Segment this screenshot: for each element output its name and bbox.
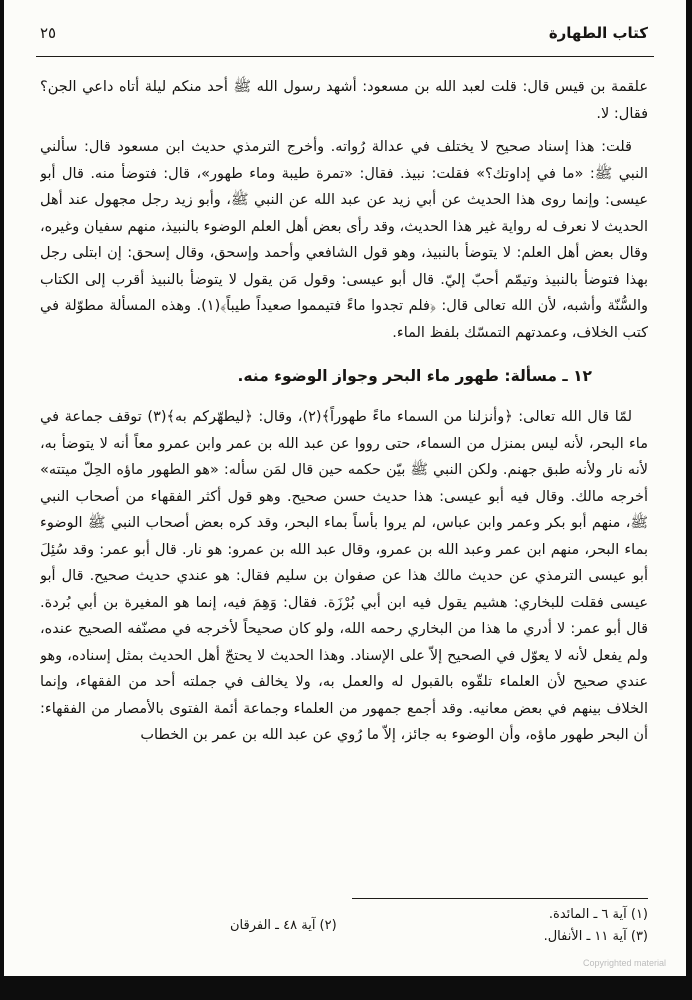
- paragraph: علقمة بن قيس قال: قلت لعبد الله بن مسعود: أشهد رسول الله ﷺ أحد منكم ليلة أتاه داعي الجن؟ فقال: لا.: [40, 79, 648, 122]
- body-text: [40, 74, 648, 886]
- scan-edge-left: [0, 0, 4, 1000]
- running-header: [40, 24, 648, 48]
- header-rule: [36, 56, 654, 57]
- scan-edge-bottom: [0, 976, 692, 1000]
- book-title: كتاب الطهارة: [548, 24, 648, 42]
- section-heading: ١٢ ـ مسألة: طهور ماء البحر وجواز الوضوء منه.: [237, 367, 592, 385]
- footnote-separator: [352, 898, 648, 899]
- footnotes: [38, 898, 648, 958]
- scan-edge-right: [686, 0, 692, 1000]
- page-number: ٢٥: [40, 24, 57, 42]
- footnote-column-left: [230, 915, 337, 937]
- footnote: (٣) آية ١١ ـ الأنفال.: [543, 929, 648, 944]
- copyright-watermark: Copyrighted material: [582, 958, 666, 968]
- paragraph: قلت: هذا إسناد صحيح لا يختلف في عدالة رُواته. وأخرج الترمذي حديث ابن مسعود قال: سألني النبي ﷺ: «ما في إداوتك؟» فقلت: نبيذ. فقال: «تمرة طيبة وماء طهور»، قال: فتوضأ منه. قال أبو عيسى: وإنما روى هذا الحديث عن أبي زيد عن عبد الله عن النبي ﷺ، وأبو زيد رجل مجهول عند أهل الحديث لا نعرف له رواية غير هذا الحديث، وقد رأى بعض أهل العلم الوضوء بالنبيذ، منهم سفيان وغيره، وقال بعض أهل العلم: لا يتوضأ بالنبيذ، وهو قول الشافعي وأحمد وإسحق، وقال إسحق: إن ابتلى رجل بهذا فتوضأ بالنبيذ وتيمّم أحبّ إليّ. قال أبو عيسى: وقول مَن يقول لا يتوضأ بالنبيذ أقرب إلى الكتاب والسُّنّة وأشبه، لأن الله تعالى قال: ﴿فلم تجدوا ماءً فتيمموا صعيداً طيباً﴾(١). وهذه المسألة مطوّلة في كتب الخلاف، وعمدتهم التمسّك بلفظ الماء.: [40, 139, 648, 341]
- paragraph: لمّا قال الله تعالى: ﴿وأنزلنا من السماء ماءً طهوراً﴾(٢)، وقال: ﴿ليطهّركم به﴾(٣) توقف جماعة في ماء البحر، لأنه ليس بمنزل من السماء، حتى رووا عن عبد الله بن عمر وابن عمرو معاً أنه لا يتوضأ به، لأنه نار ولأنه طبق جهنم. ولكن النبي ﷺ بيّن حكمه حين قال لمَن سأله: «هو الطهور ماؤه الحِلّ ميتته» أخرجه مالك. وقال فيه أبو عيسى: هذا حديث حسن صحيح. وهو قول أكثر الفقهاء من أصحاب النبي ﷺ، منهم أبو بكر وعمر وابن عباس، لم يروا بأساً بماء البحر، وقد كره بعض أصحاب النبي ﷺ الوضوء بماء البحر، منهم ابن عمر وعبد الله بن عمرو، وقال عبد الله بن عمرو: هو نار. قال أبو عمر: وقد سُئِلَ أبو عيسى الترمذي عن حديث مالك هذا عن صفوان بن سليم فقال: هو عندي حديث صحيح. قال أبو عيسى فقلت للبخاري: هشيم يقول فيه ابن أبي بُرْزَة. فقال: وَهِمَ فيه، إنما هو المغيرة بن أبي بُردة. قال أبو عمر: لا أدري ما هذا من البخاري رحمه الله، ولو كان صحيحاً لأخرجه في مصنّفه الصحيح عنده، ولم يفعل لأنه لا يعوّل في الصحيح إلاّ على الإسناد. وهذا الحديث لا يحتجّ أهل الحديث بمثل إسناده، وهو عندي صحيح لأن العلماء تلقّوه بالقبول له والعمل به، ولا يخالف في جملته أحد من الفقهاء، وإنما الخلاف بينهم في بعض معانيه. وقد أجمع جمهور من العلماء وجماعة أئمة الفتوى بالأمصار من الفقهاء: أن البحر طهور ماؤه، وأن الوضوء به جائز، إلاّ ما رُوي عن عبد الله بن عمر بن الخطاب: [40, 409, 648, 743]
- footnote: (١) آية ٦ ـ المائدة.: [548, 907, 648, 922]
- footnote-column-right: [544, 904, 648, 948]
- footnote: (٢) آية ٤٨ ـ الفرقان: [230, 918, 337, 933]
